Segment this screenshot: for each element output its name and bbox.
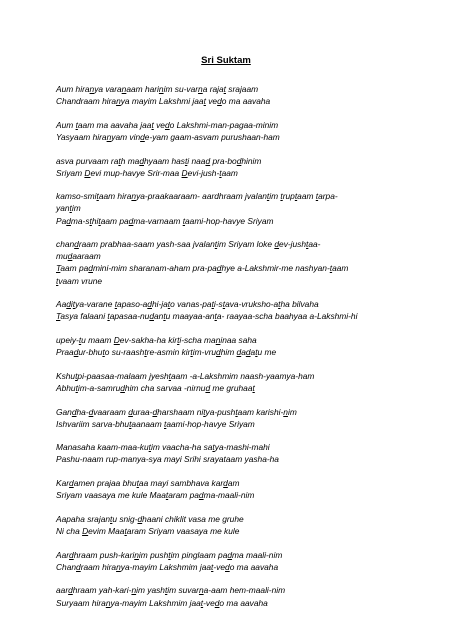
verse-stanza bbox=[56, 584, 446, 608]
verse-line: chandraam prabhaa-saam yash-saa jvalantim Sriyam loke dev-jushtaa- bbox=[56, 239, 321, 250]
verse-line: Suryaam hiranya-mayim Lakshmim jaat-vedo ma aavaha bbox=[56, 597, 268, 608]
verse-stanza bbox=[56, 334, 446, 358]
verse-line: Ishvariim sarva-bhutaanaam taami-hop-havye Sriyam bbox=[56, 418, 255, 429]
verse-stanza bbox=[56, 549, 446, 573]
verse-line: tvaam vrune bbox=[56, 275, 103, 286]
verse-line: Kshutpi-paasaa-malaam jyeshtaam -a-Lakshmim naash-yaamya-ham bbox=[56, 370, 315, 381]
verse-line: Yasyaam hiranyam vinde-yam gaam-asvam purushaan-ham bbox=[56, 131, 280, 142]
verse-stanza bbox=[56, 83, 446, 107]
verse-line: Praadur-bhuto su-raashtre-asmin kirtim-vrudhim dadatu me bbox=[56, 347, 277, 358]
verse-line: Ni cha Devim Maataram Sriyam vaasaya me kule bbox=[56, 525, 240, 536]
verse-line: Pashu-naam rup-manya-sya mayi Srihi srayataam yasha-ha bbox=[56, 454, 279, 465]
verse-stanza bbox=[56, 370, 446, 394]
verse-line: Sriyam vaasaya me kule Maataram padma-maali-nim bbox=[56, 490, 255, 501]
verse-line: asva purvaam rath madhyaam hasti naad pra-bodhinim bbox=[56, 155, 262, 166]
verse-line: kamso-smitaam hiranya-praakaaraam- aardhraam jvalantim truptaam tarpa- bbox=[56, 191, 338, 202]
verse-line: Padma-sthitaam padma-varnaam taami-hop-havye Sriyam bbox=[56, 215, 274, 226]
verse-stanza bbox=[56, 441, 446, 465]
verse-line: Aardhraam push-karinim pushtim pinglaam padma maali-nim bbox=[56, 549, 283, 560]
verse-stanza bbox=[56, 238, 446, 286]
verse-line: mudaaraam bbox=[56, 251, 101, 262]
verse-stanza bbox=[56, 406, 446, 430]
verse-stanza bbox=[56, 298, 446, 322]
verse-stanza bbox=[56, 155, 446, 179]
verse-line: Chandraam hiranya-mayim Lakshmim jaat-vedo ma aavaha bbox=[56, 561, 279, 572]
verse-stanza bbox=[56, 190, 446, 226]
verse-line: upeiy-tu maam Dev-sakha-ha kirti-scha maninaa saha bbox=[56, 334, 257, 345]
verse-line: Aum hiranya varanaam harinim su-varna rajat srajaam bbox=[56, 84, 259, 94]
verse-line: Gandha-dvaaraam duraa-dharshaam nitya-pushtaam karishi-nim bbox=[56, 406, 297, 417]
verse-line: aardhraam yah-kari-nim yashtim suvarna-aam hem-maali-nim bbox=[56, 585, 286, 596]
verse-line: Abhutim-a-samrudhim cha sarvaa -nirnud me gruhaat bbox=[56, 382, 255, 393]
verse-line: Kardamen prajaa bhutaa mayi sambhava kardam bbox=[56, 478, 240, 489]
verse-line: Tasya falaani tapasaa-nudantu maayaa-anta- raayaa-scha baahyaa a-Lakshmi-hi bbox=[56, 311, 358, 322]
verse-stanza bbox=[56, 477, 446, 501]
verse-line: Sriyam Devi mup-havye Srir-maa Devi-jush-taam bbox=[56, 167, 238, 178]
verse-line: Aum taam ma aavaha jaat vedo Lakshmi-man-pagaa-minim bbox=[56, 119, 279, 130]
document-title: Sri Suktam bbox=[201, 55, 251, 66]
verse-line: yantim bbox=[56, 203, 81, 214]
verse-line: Aapaha srajantu snig-dhaani chiklit vasa me gruhe bbox=[56, 513, 244, 524]
verse-body bbox=[56, 83, 446, 620]
verse-line: Chandraam hiranya mayim Lakshmi jaat vedo ma aavaha bbox=[56, 96, 271, 107]
verse-stanza bbox=[56, 119, 446, 143]
verse-stanza bbox=[56, 513, 446, 537]
verse-line: Manasaha kaam-maa-kutim vaacha-ha satya-mashi-mahi bbox=[56, 442, 270, 453]
verse-line: Aaditya-varane tapaso-adhi-jato vanas-pati-stava-vruksho-atha bilvaha bbox=[56, 299, 319, 310]
verse-line: Taam padmini-mim sharanam-aham pra-padhye a-Lakshmir-me nashyan-taam bbox=[56, 263, 349, 274]
